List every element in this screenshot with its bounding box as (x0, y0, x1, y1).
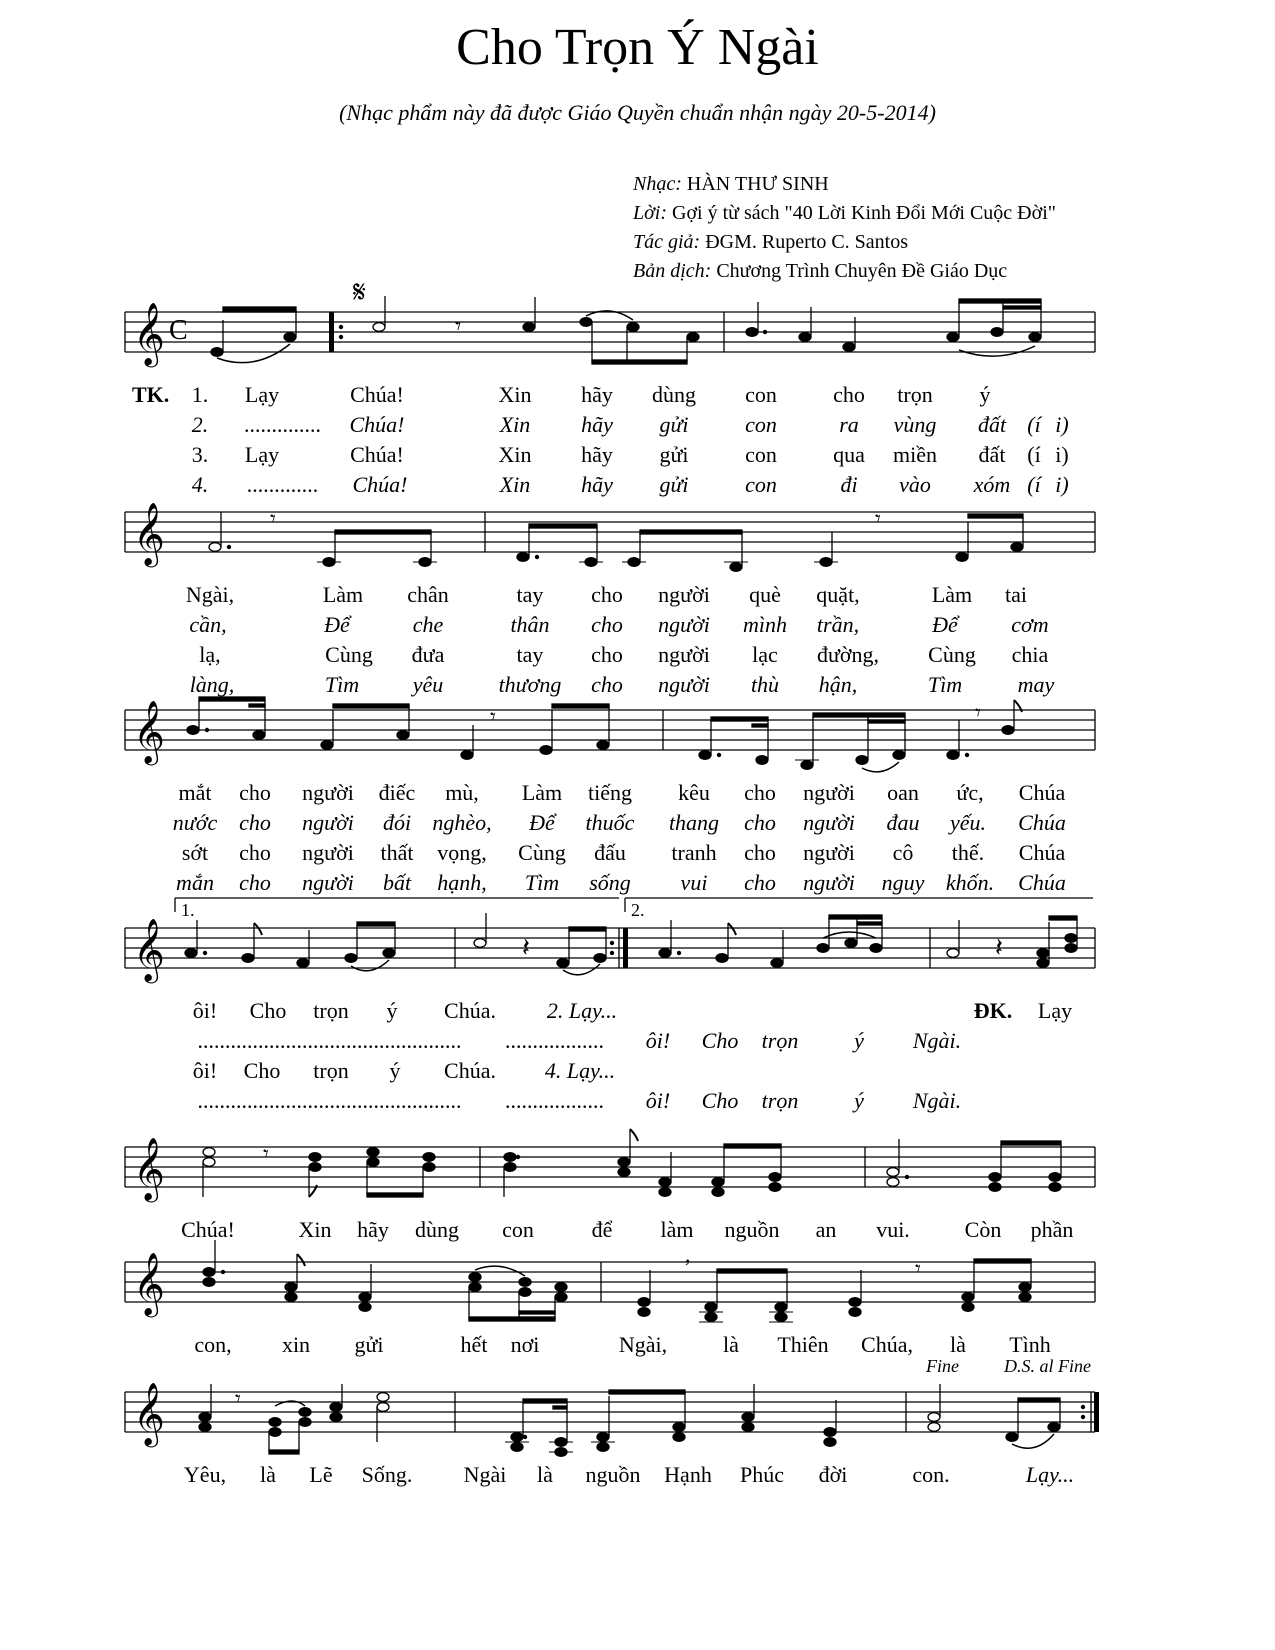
credits-block (633, 170, 1056, 286)
treble-clef-icon: 𝄞 (133, 502, 165, 565)
treble-clef-icon: 𝄞 (133, 918, 165, 981)
song-title: Cho Trọn Ý Ngài (456, 19, 819, 76)
treble-clef-icon: 𝄞 (133, 1137, 165, 1200)
staff-system-7 (125, 1362, 1145, 1462)
staff-system-5 (125, 1117, 1145, 1217)
svg-text:𝄾: 𝄾 (975, 700, 981, 725)
svg-text:𝄽: 𝄽 (995, 933, 1003, 963)
credit-music: Nhạc: HÀN THƯ SINH (633, 173, 829, 195)
staff-system-4 (125, 898, 1145, 998)
svg-text:𝄾: 𝄾 (455, 312, 462, 340)
credit-author: Tác giả: ĐGM. Ruperto C. Santos (633, 231, 909, 253)
staff-system-6 (125, 1232, 1145, 1332)
segno-icon: 𝄋 (353, 275, 366, 310)
svg-text:𝄾: 𝄾 (490, 704, 496, 729)
treble-clef-icon: 𝄞 (133, 302, 165, 365)
ending-1: 1. (181, 900, 195, 920)
treble-clef-icon: 𝄞 (133, 1382, 165, 1445)
staff-system-1 (125, 275, 1145, 382)
time-signature: C (169, 315, 188, 346)
credit-lyrics: Lời: Gợi ý từ sách "40 Lời Kinh Đổi Mới Cuộc Đời" (633, 202, 1056, 224)
svg-text:,: , (685, 1242, 691, 1267)
approval-note: (Nhạc phẩm này đã được Giáo Quyền chuẩn nhận ngày 20-5-2014) (339, 100, 936, 125)
svg-text:𝄾: 𝄾 (915, 1256, 921, 1281)
svg-text:𝄾: 𝄾 (875, 506, 881, 531)
credit-translation: Bản dịch: Chương Trình Chuyên Đề Giáo Dục (633, 260, 1008, 282)
svg-text:𝄾: 𝄾 (270, 506, 276, 531)
staff-system-2 (125, 482, 1145, 582)
svg-text:𝄾: 𝄾 (263, 1141, 269, 1166)
treble-clef-icon: 𝄞 (133, 1252, 165, 1315)
fine-mark: Fine (926, 1356, 959, 1376)
ds-al-fine-mark: D.S. al Fine (1004, 1356, 1091, 1376)
ending-2: 2. (631, 900, 645, 920)
staff-system-3 (125, 680, 1145, 780)
svg-text:𝄽: 𝄽 (522, 933, 530, 963)
svg-text:𝄾: 𝄾 (235, 1386, 241, 1411)
treble-clef-icon: 𝄞 (133, 700, 165, 763)
